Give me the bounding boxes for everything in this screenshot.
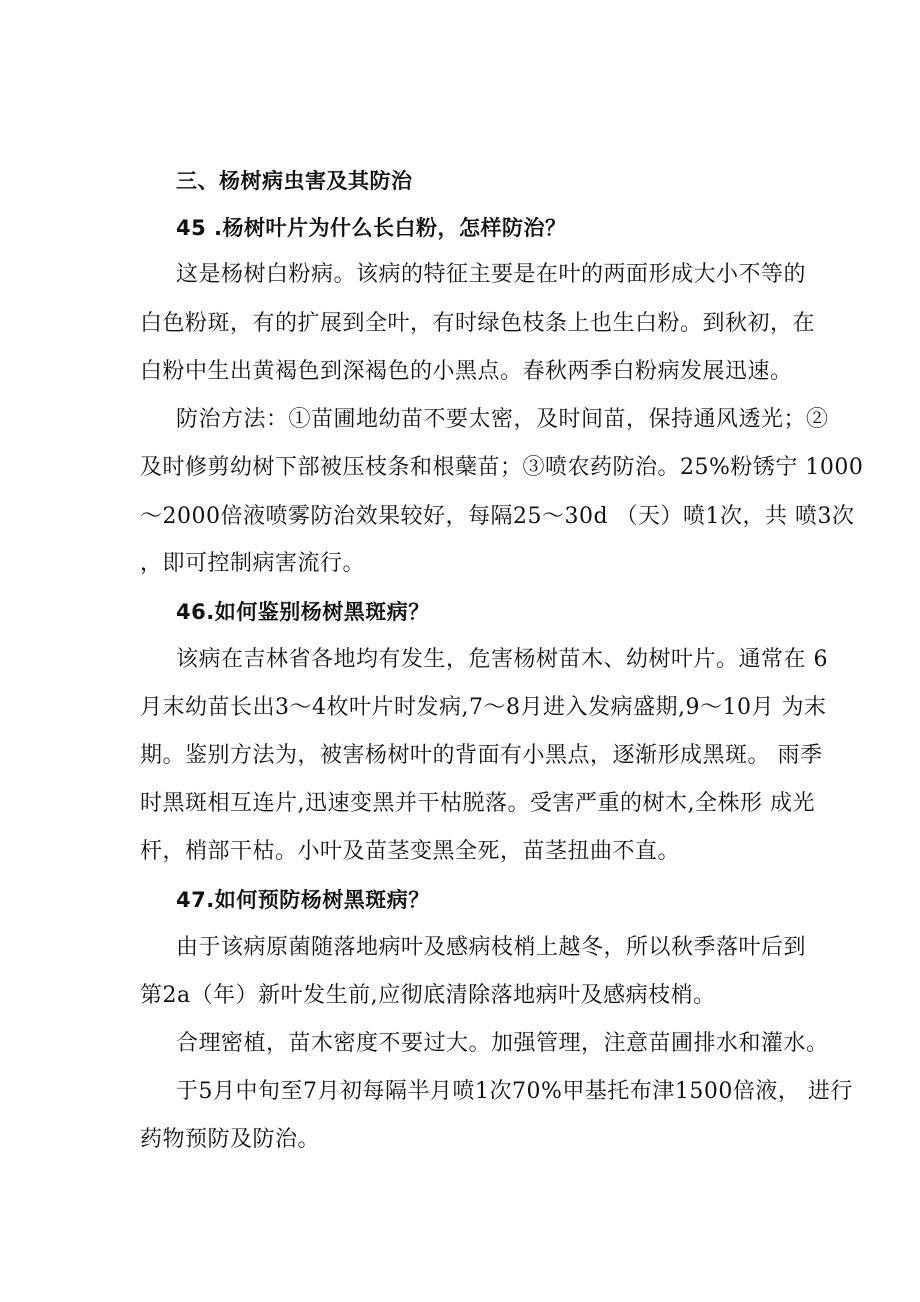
q45-title: 45 .杨树叶片为什么长白粉，怎样防治？ [176, 216, 567, 240]
q46-title: 46.如何鉴别杨树黑斑病？ [176, 600, 430, 624]
q47-p2-line: 合理密植，苗木密度不要过大。加强管理，注意苗圃排水和灌水。 [176, 1031, 829, 1056]
q45-p2-line: 及时修剪幼树下部被压枝条和根蘖苗；③喷农药防治。25%粉锈宁 1000 [140, 455, 864, 480]
q45-p2-line: 防治方法：①苗圃地幼苗不要太密，及时间苗，保持通风透光；② [176, 407, 829, 432]
q46-p1-line: 该病在吉林省各地均有发生，危害杨树苗木、幼树叶片。通常在 6 [176, 647, 828, 672]
q45-p1-line: 白粉中生出黄褐色到深褐色的小黑点。春秋两季白粉病发展迅速。 [140, 359, 793, 384]
q47-p1-line: 第2a（年）新叶发生前,应彻底清除落地病叶及感病枝梢。 [140, 983, 716, 1008]
q46-p1-line: 时黑斑相互连片,迅速变黑并干枯脱落。受害严重的树木,全株形 成光 [140, 791, 815, 816]
q46-p1-line: 期。鉴别方法为，被害杨树叶的背面有小黑点，逐渐形成黑斑。 雨季 [140, 743, 823, 768]
q46-p1-line: 杆，梢部干枯。小叶及苗茎变黑全死，苗茎扭曲不直。 [140, 839, 681, 864]
q47-title: 47.如何预防杨树黑斑病？ [176, 888, 430, 912]
q45-p2-line: ，即可控制病害流行。 [140, 551, 366, 576]
q45-p2-line: ～2000倍液喷雾防治效果较好，每隔25～30d （天）喷1次，共 喷3次 [140, 504, 855, 529]
q45-p1-line: 白色粉斑，有的扩展到全叶，有时绿色枝条上也生白粉。到秋初，在 [140, 311, 816, 336]
section-title: 三、杨树病虫害及其防治 [176, 169, 413, 193]
q45-p1-line: 这是杨树白粉病。该病的特征主要是在叶的两面形成大小不等的 [176, 262, 807, 287]
q47-p3-line: 药物预防及防治。 [140, 1127, 321, 1152]
q47-p1-line: 由于该病原菌随落地病叶及感病枝梢上越冬，所以秋季落叶后到 [176, 935, 807, 960]
q47-p3-line: 于5月中旬至7月初每隔半月喷1次70%甲基托布津1500倍液， 进行 [176, 1079, 853, 1104]
q46-p1-line: 月末幼苗长出3～4枚叶片时发病,7～8月进入发病盛期,9～10月 为末 [140, 695, 827, 720]
